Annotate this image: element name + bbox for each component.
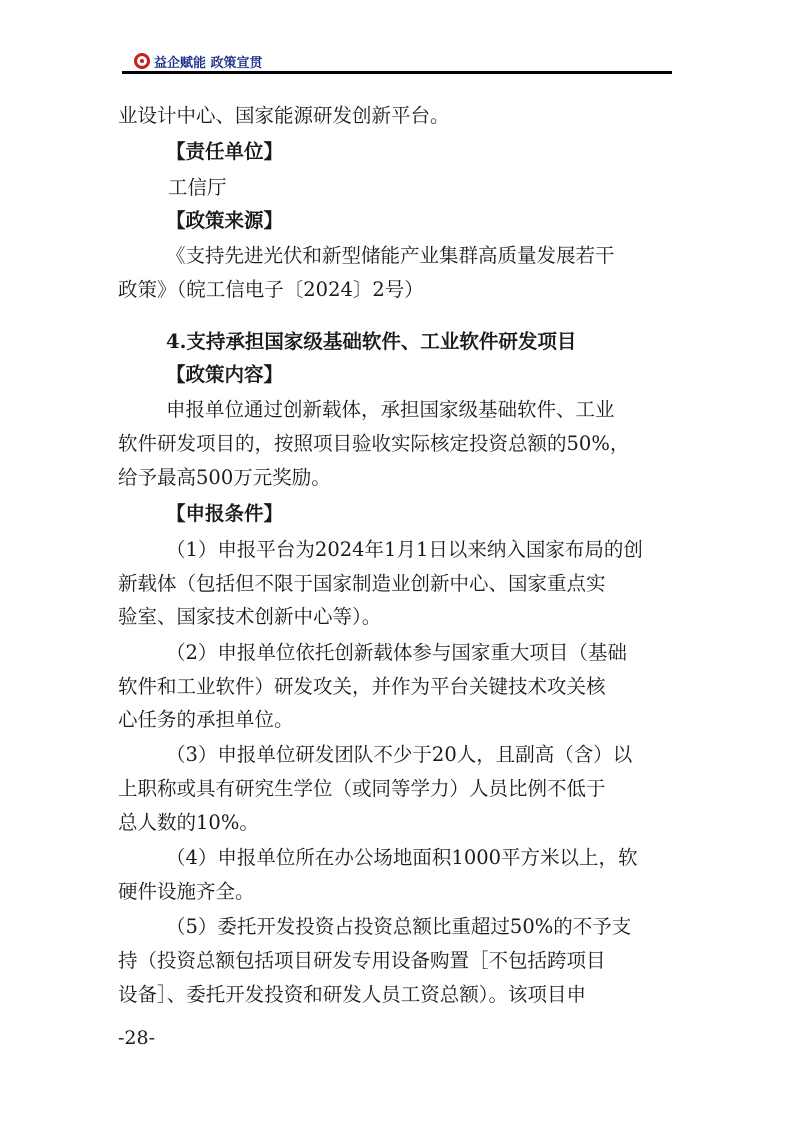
body-line: 持（投资总额包括项目研发专用设备购置［不包括跨项目 [118,949,606,972]
body-line: （1）申报平台为2024年1月1日以来纳入国家布局的创 [166,538,643,561]
body-line: 业设计中心、国家能源研发创新平台。 [118,104,450,127]
body-line: 软件研发项目的，按照项目验收实际核定投资总额的50%， [118,432,630,455]
body-line: （5）委托开发投资占投资总额比重超过50%的不予支 [166,915,632,938]
body-line: （2）申报单位依托创新载体参与国家重大项目（基础 [166,641,627,664]
body-line: 验室、国家技术创新中心等）。 [118,605,382,628]
section-heading: 【责任单位】 [166,140,284,163]
body-line: 工信厅 [168,176,227,199]
body-line: 新载体（包括但不限于国家制造业创新中心、国家重点实 [118,572,606,595]
page-header [122,44,672,74]
body-line: 硬件设施齐全。 [118,880,255,903]
body-line: 给予最高500万元奖励。 [118,466,331,489]
section-heading: 【政策内容】 [166,363,284,386]
body-line: 《支持先进光伏和新型储能产业集群高质量发展若干 [166,244,615,267]
body-line: 设备］、委托开发投资和研发人员工资总额）。该项目申 [118,983,587,1006]
body-line: 软件和工业软件）研发攻关，并作为平台关键技术攻关核 [118,675,606,698]
brand-name: 益企赋能 政策宣贯 [154,56,263,71]
body-line: （3）申报单位研发团队不少于20人，且副高（含）以 [166,743,633,766]
section-heading: 【申报条件】 [166,502,284,525]
body-line: 申报单位通过创新载体，承担国家级基础软件、工业 [166,398,615,421]
body-line: 上职称或具有研究生学位（或同等学力）人员比例不低于 [118,777,606,800]
body-line: 总人数的10%。 [118,811,259,834]
page-number: -28- [118,1027,156,1049]
brand-logo-icon [134,53,150,69]
body-line: 心任务的承担单位。 [118,708,294,731]
body-line: （4）申报单位所在办公场地面积1000平方米以上，软 [166,846,638,869]
item-title: 4.支持承担国家级基础软件、工业软件研发项目 [166,330,577,353]
header-rule [122,71,672,74]
section-heading: 【政策来源】 [166,209,284,232]
body-line: 政策》（皖工信电子〔2024〕2号） [118,278,424,301]
